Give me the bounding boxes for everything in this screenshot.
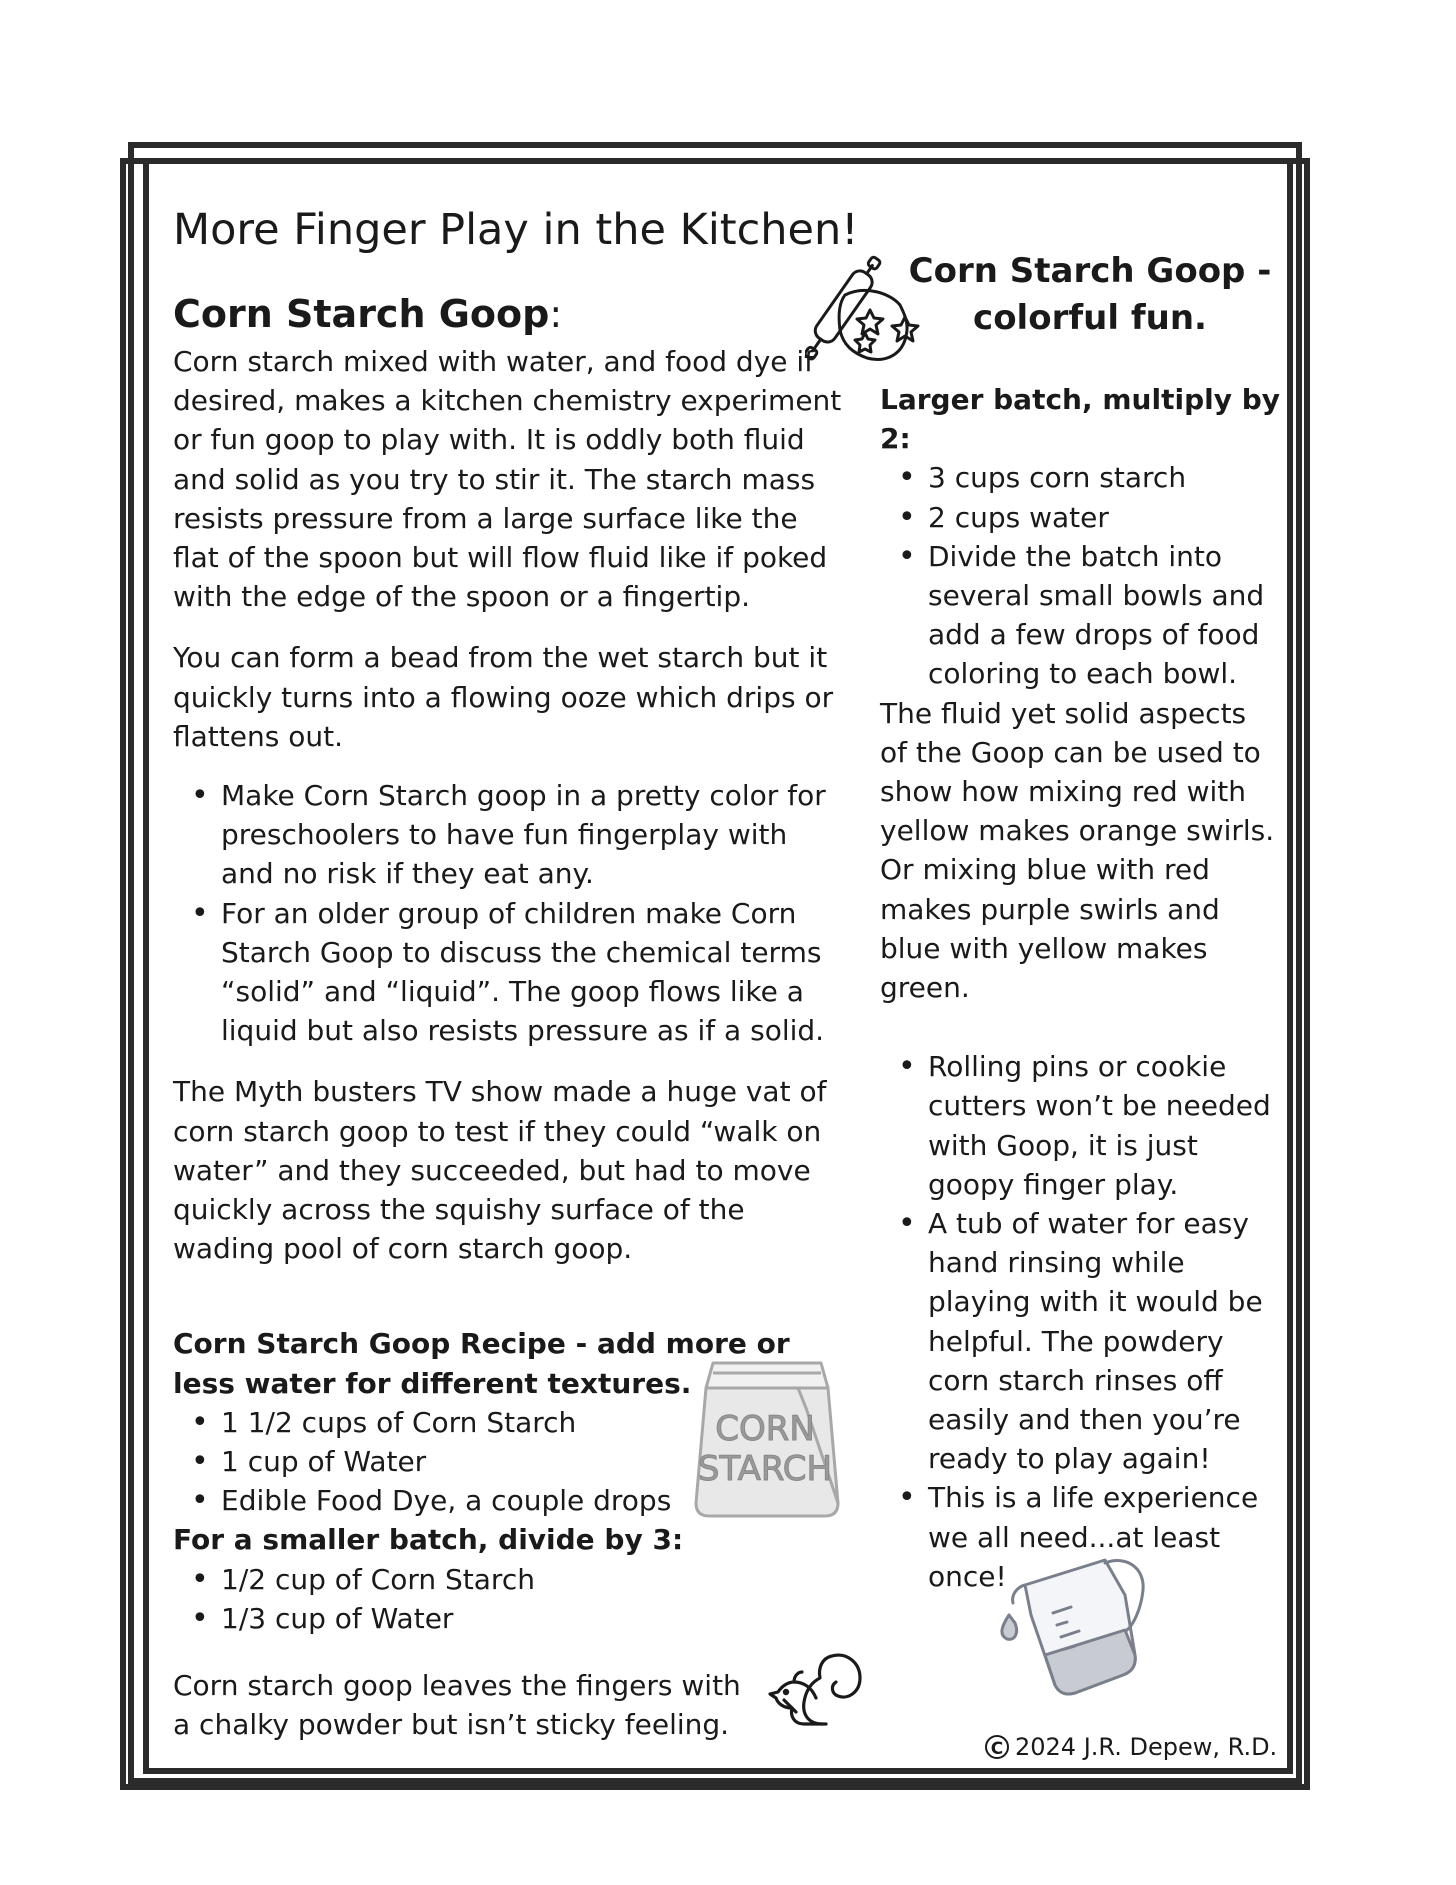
copyright bbox=[985, 1733, 1277, 1761]
mythbusters-paragraph: The Myth busters TV show made a huge vat of corn starch goop to test if they could “walk on water” and they succeeded, but had to move quickly across the squishy surface of the wading pool of corn starch goop. bbox=[173, 1075, 827, 1266]
uses-list bbox=[173, 776, 848, 1050]
bead-paragraph: You can form a bead from the wet starch but it quickly turns into a flowing ooze which drips or flattens out. bbox=[173, 641, 834, 753]
copyright-icon: C bbox=[985, 1735, 1009, 1759]
left-heading-text: Corn Starch Goop bbox=[173, 292, 550, 336]
smaller-batch-list bbox=[173, 1560, 848, 1638]
list-item: • 1 1/2 cups of Corn Starch bbox=[173, 1403, 848, 1442]
list-item: • Divide the batch into several small bowls and add a few drops of food coloring to each bowl. bbox=[880, 537, 1280, 694]
list-item: • Edible Food Dye, a couple drops bbox=[173, 1481, 848, 1520]
list-item: • 1 cup of Water bbox=[173, 1442, 848, 1481]
intro-paragraph: Corn starch mixed with water, and food dye if desired, makes a kitchen chemistry experiment or fun goop to play with. It is oddly both fluid and solid as you try to stir it. The starch mass resists pressure from a large surface like the flat of the spoon but will flow fluid like if poked with the edge of the spoon or a fingertip. bbox=[173, 345, 842, 614]
squirrel-icon bbox=[760, 1638, 870, 1733]
left-heading bbox=[173, 292, 562, 336]
tips-list bbox=[880, 1047, 1280, 1596]
recipe-heading: Corn Starch Goop Recipe - add more or less water for different textures. bbox=[173, 1327, 790, 1400]
list-item: • 2 cups water bbox=[880, 498, 1280, 537]
list-item: • For an older group of children make Corn Starch Goop to discuss the chemical terms “solid” and “liquid”. The goop flows like a liquid but also resists pressure as if a solid. bbox=[173, 894, 848, 1051]
page-title: More Finger Play in the Kitchen! bbox=[173, 205, 859, 255]
left-heading-colon: : bbox=[549, 292, 563, 336]
copyright-text: 2024 J.R. Depew, R.D. bbox=[1015, 1733, 1278, 1761]
color-mixing-paragraph: The fluid yet solid aspects of the Goop can be used to show how mixing red with yellow makes orange swirls. Or mixing blue with red makes purple swirls and blue with yellow makes green. bbox=[880, 696, 1275, 1005]
smaller-batch-heading: For a smaller batch, divide by 3: bbox=[173, 1523, 684, 1557]
corn-starch-bag-icon bbox=[688, 1358, 846, 1523]
list-item: • This is a life experience we all need...at least once! bbox=[880, 1478, 1280, 1596]
list-item: • A tub of water for easy hand rinsing while playing with it would be helpful. The powdery corn starch rinses off easily and then you’re ready to play again! bbox=[880, 1204, 1280, 1478]
list-item: • 1/3 cup of Water bbox=[173, 1599, 848, 1638]
list-item: • 1/2 cup of Corn Starch bbox=[173, 1560, 848, 1599]
list-item: • Make Corn Starch goop in a pretty color for preschoolers to have fun fingerplay with and no risk if they eat any. bbox=[173, 776, 848, 894]
left-column bbox=[173, 342, 848, 1745]
bag-label-line1: CORN bbox=[715, 1409, 815, 1449]
closing-paragraph: Corn starch goop leaves the fingers with a chalky powder but isn’t sticky feeling. bbox=[173, 1669, 741, 1742]
larger-batch-list bbox=[880, 458, 1280, 693]
bag-label-line2: STARCH bbox=[697, 1449, 833, 1489]
list-item: • 3 cups corn starch bbox=[880, 458, 1280, 497]
right-heading-line1: Corn Starch Goop - bbox=[908, 251, 1272, 291]
measuring-cup-icon bbox=[995, 1555, 1155, 1705]
right-column bbox=[880, 380, 1280, 1596]
list-item: • Rolling pins or cookie cutters won’t be needed with Goop, it is just goopy finger play. bbox=[880, 1047, 1280, 1204]
right-heading-line2: colorful fun. bbox=[973, 298, 1207, 338]
right-heading bbox=[900, 248, 1280, 342]
larger-batch-heading: Larger batch, multiply by 2: bbox=[880, 383, 1280, 456]
